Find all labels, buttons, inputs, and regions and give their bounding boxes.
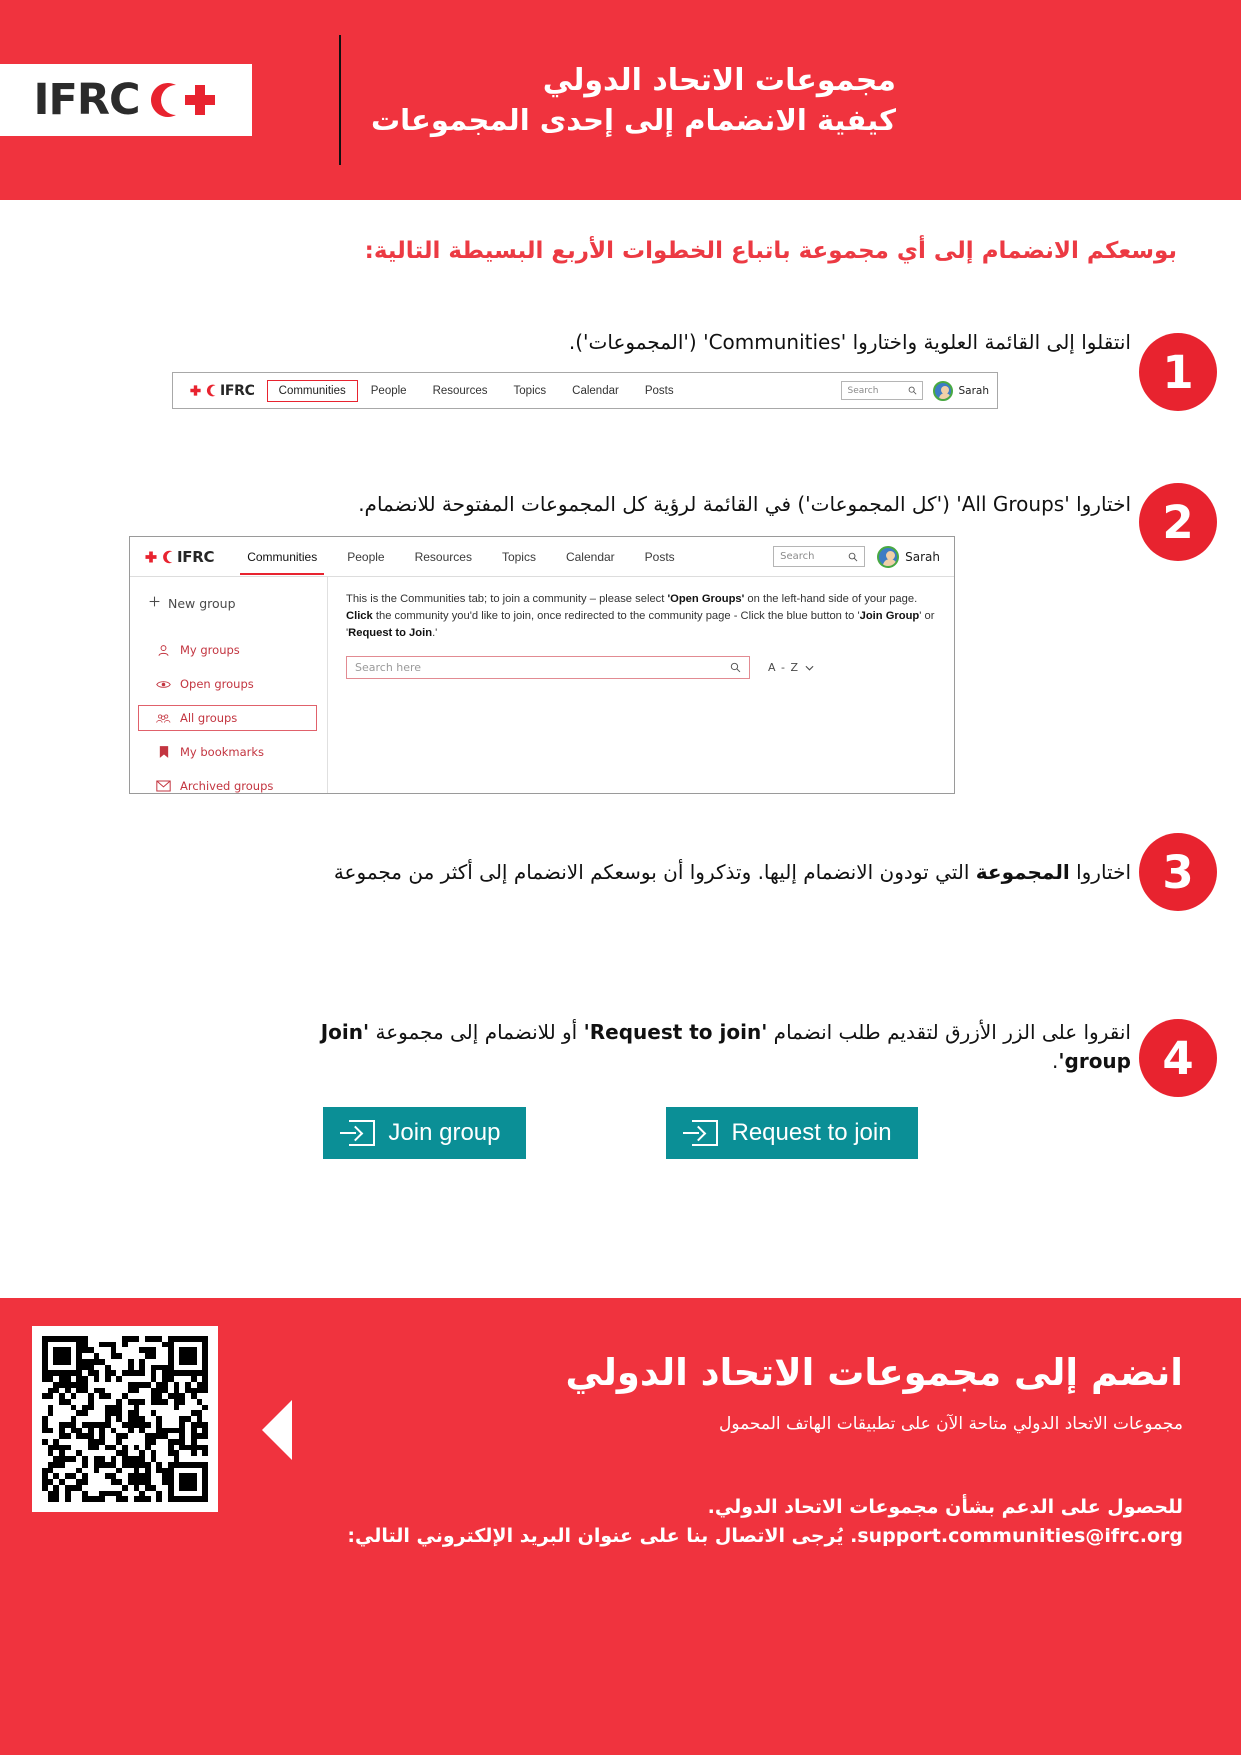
step-badge-2: 2 [1139,483,1217,561]
search-and-sort-row [346,656,936,679]
communities-description [346,591,936,642]
navbar-tab-resources[interactable]: Resources [432,384,488,397]
desc-l1a: This is the Communities tab; to join a community – please select [346,593,668,605]
sidebar-label-archived-groups: Archived groups [180,779,274,793]
join-buttons-row [0,1107,1241,1159]
intro-text: بوسعكم الانضمام إلى أي مجموعة باتباع الخطوات الأربع البسيطة التالية: [364,238,1177,264]
sidebar-label-my-bookmarks: My bookmarks [180,745,265,759]
header-titles [371,61,896,139]
plus-icon [148,595,161,611]
sidebar-label-all-groups: All groups [180,711,238,725]
app-tab-posts[interactable]: Posts [644,550,675,564]
qr-code[interactable] [32,1326,218,1512]
desc-l3-bold2: Request to Join [348,627,433,640]
step3-before: اختاروا [1069,860,1131,884]
sort-label: A - Z [768,661,800,675]
search-icon [730,662,741,673]
step4-l2-end: . [1052,1049,1059,1073]
request-to-join-button[interactable] [666,1107,917,1159]
desc-l3-bold: Join Group [859,610,920,623]
request-to-join-label: Request to join [731,1119,892,1146]
desc-l3c: .' [432,627,438,640]
sidebar-label-my-groups: My groups [180,643,240,657]
header-subtitle: كيفية الانضمام إلى إحدى المجموعات [371,102,896,137]
navbar-logo [189,383,255,399]
header-divider [339,35,341,165]
app-tab-resources[interactable]: Resources [414,550,472,564]
app-tab-people[interactable]: People [347,550,385,564]
step4-l1a: انقروا على الزر الأزرق لتقديم طلب انضمام [767,1020,1131,1044]
sort-dropdown[interactable] [768,661,814,674]
footer-contact [103,1493,1183,1550]
navbar-tab-communities[interactable]: Communities [267,380,358,402]
desc-l2b: the community you'd like to join, once redirected to the community page [372,610,731,623]
app-main-panel [328,577,954,793]
footer-subtext: مجموعات الاتحاد الدولي متاحة الآن على تطبيقات الهاتف المحمول [718,1414,1183,1435]
header-title: مجموعات الاتحاد الدولي [542,63,896,99]
step-text-2: اختاروا 'All Groups' ('كل المجموعات') في القائمة لرؤية كل المجموعات المفتوحة للانضمام. [358,492,1131,516]
enter-arrow-icon [692,1120,718,1146]
sidebar-item-archived-groups[interactable] [138,773,317,794]
step3-after: التي تودون الانضمام إليها. وتذكروا أن بوسعكم الانضمام إلى أكثر من مجموعة [333,860,976,884]
red-cross-crescent-icon [146,81,219,119]
search-icon [848,552,858,562]
step-badge-1: 1 [1139,333,1217,411]
footer-heading: انضم إلى مجموعات الاتحاد الدولي [565,1351,1183,1394]
new-group-label: New group [168,595,236,611]
navbar-logo-text: IFRC [220,382,255,399]
footer-contact-email[interactable]: support.communities@ifrc.org. [850,1524,1183,1547]
app-body [130,577,954,793]
app-user[interactable] [877,546,940,568]
step-text-1: انتقلوا إلى القائمة العلوية واختاروا 'Communities' ('المجموعات'). [568,330,1131,354]
desc-l1-bold: 'Open Groups' [667,593,745,605]
app-tab-topics[interactable]: Topics [501,550,536,564]
step-text-4 [251,1018,1131,1076]
search-here-input[interactable] [346,656,750,679]
sidebar-label-open-groups: Open groups [180,677,254,691]
people-group-icon [156,711,171,725]
person-icon [156,643,171,657]
footer-contact-line1: للحصول على الدعم بشأن مجموعات الاتحاد الدولي. [707,1496,1183,1518]
step4-l2-bold: 'Join group' [320,1020,1131,1073]
navbar-screenshot [172,372,998,409]
avatar [933,381,953,401]
footer-contact-line2-text: يُرجى الاتصال بنا على عنوان البريد الإلكتروني التالي: [347,1524,844,1547]
navbar-tab-calendar[interactable]: Calendar [572,384,619,397]
ifrc-logo-text: IFRC [33,74,140,125]
desc-l2-bold: Click [346,610,373,623]
sidebar-item-my-bookmarks[interactable] [138,739,317,765]
qr-code-icon [42,1336,208,1502]
footer-contact-line2 [103,1522,1183,1551]
sidebar-item-open-groups[interactable] [138,671,317,697]
chevron-down-icon [805,665,814,671]
desc-l1b: on the left-hand [744,593,826,605]
eye-icon [156,677,171,691]
app-search-placeholder: Search [780,551,815,562]
app-topbar [130,537,954,577]
bookmark-icon [156,745,171,759]
navbar-search-input[interactable] [841,381,923,400]
ifrc-logo [0,64,252,136]
app-tab-calendar[interactable]: Calendar [565,550,615,564]
header-banner [0,0,1241,200]
app-sidebar [130,577,328,793]
app-logo-text: IFRC [177,547,215,566]
step3-bold: المجموعة [975,860,1070,884]
sidebar-item-all-groups[interactable] [138,705,317,731]
app-username: Sarah [905,549,940,564]
sidebar-item-my-groups[interactable] [138,637,317,663]
communities-page-screenshot [129,536,955,794]
search-icon [908,386,917,395]
desc-l3b: ' or ' [346,610,935,640]
desc-l3a: - Click the blue button to ' [733,610,860,623]
step-badge-4: 4 [1139,1019,1217,1097]
app-search-input[interactable] [773,546,865,567]
new-group-button[interactable] [130,595,327,611]
navbar-tab-people[interactable]: People [370,384,407,397]
navbar-user[interactable] [933,381,989,401]
navbar-username: Sarah [958,384,989,397]
navbar-tab-posts[interactable]: Posts [644,384,674,397]
footer-main-text [493,1350,1183,1438]
archive-icon [156,779,171,793]
desc-l2a: side of your page. [828,593,918,605]
navbar-search-placeholder: Search [847,385,879,396]
app-logo [144,548,214,566]
step-badge-3: 3 [1139,833,1217,911]
join-group-label: Join group [388,1119,501,1146]
navbar-tab-topics[interactable]: Topics [513,384,547,397]
footer-banner [0,1298,1241,1755]
enter-arrow-icon [349,1120,375,1146]
step4-l1-bold: 'Request to join' [583,1020,768,1044]
step-text-3 [231,858,1131,887]
avatar [877,546,899,568]
search-here-placeholder: Search here [355,661,422,675]
play-triangle-icon [262,1400,292,1460]
step4-l1b: أو للانضمام إلى مجموعة [375,1020,584,1044]
join-group-button[interactable] [323,1107,526,1159]
app-tab-communities[interactable]: Communities [232,538,332,575]
